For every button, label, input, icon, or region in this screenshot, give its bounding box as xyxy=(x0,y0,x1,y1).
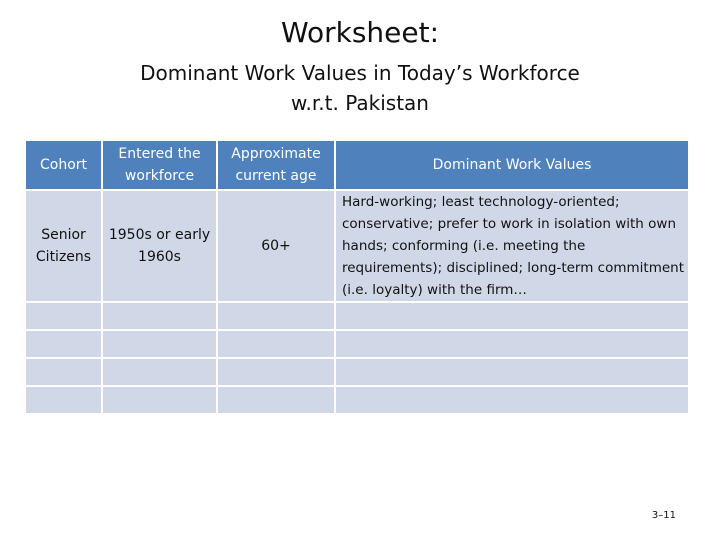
empty-table-row xyxy=(26,387,688,413)
empty-cell xyxy=(336,387,688,413)
cell-cohort: Senior Citizens xyxy=(26,191,101,301)
header-entered-workforce: Entered the workforce xyxy=(103,141,216,189)
subtitle-line-1: Dominant Work Values in Today’s Workforce xyxy=(140,61,580,85)
empty-cell xyxy=(103,387,216,413)
header-dominant-work-values: Dominant Work Values xyxy=(336,141,688,189)
worksheet-table xyxy=(24,139,690,415)
empty-cell xyxy=(26,303,101,329)
empty-cell xyxy=(336,303,688,329)
empty-cell xyxy=(26,359,101,385)
header-cohort: Cohort xyxy=(26,141,101,189)
empty-cell xyxy=(103,331,216,357)
empty-cell xyxy=(103,359,216,385)
subtitle-line-2: w.r.t. Pakistan xyxy=(291,91,429,115)
empty-cell xyxy=(218,303,334,329)
empty-cell xyxy=(218,331,334,357)
slide-title: Worksheet: xyxy=(280,16,440,49)
empty-cell xyxy=(336,359,688,385)
cell-entered: 1950s or early 1960s xyxy=(103,191,216,301)
cell-age: 60+ xyxy=(218,191,334,301)
empty-table-row xyxy=(26,331,688,357)
cell-work-values: Hard-working; least technology-oriented; conservative; prefer to work in isolation with own hands; conforming (i.e. meeting the requirements); disciplined; long-term commitment (i.e. loyalty) with the firm… xyxy=(336,191,688,301)
empty-cell xyxy=(26,387,101,413)
slide-subtitle xyxy=(0,58,720,118)
page-number: 3–11 xyxy=(651,510,676,521)
header-approximate-age: Approximate current age xyxy=(218,141,334,189)
header-row xyxy=(26,141,688,189)
table-row xyxy=(26,191,688,301)
empty-cell xyxy=(336,331,688,357)
empty-cell xyxy=(26,331,101,357)
empty-cell xyxy=(218,359,334,385)
empty-table-row xyxy=(26,359,688,385)
empty-cell xyxy=(103,303,216,329)
empty-table-row xyxy=(26,303,688,329)
empty-cell xyxy=(218,387,334,413)
